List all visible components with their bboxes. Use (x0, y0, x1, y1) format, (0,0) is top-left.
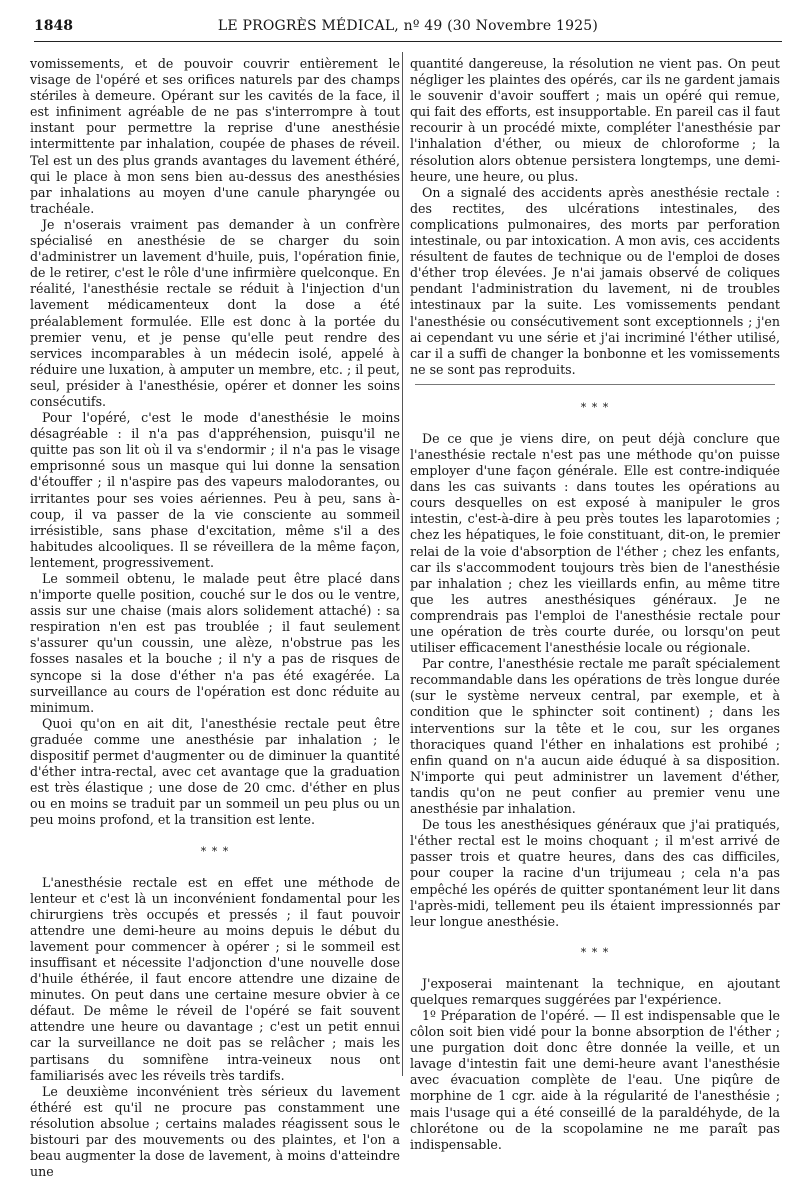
section-separator: * * * (580, 400, 610, 414)
paragraph: On a signalé des accidents après anesthésie rectale : des rectites, des ulcérations intestinales, des complications pulmonaires, des morts par perforation intestinale, ou par intoxication. A mon avis, ces accidents résultent de fautes de technique ou de l'emploi de doses d'éther trop élevées. Je n'ai jamais observé de coliques pendant l'administration du lavement, ni de troubles intestinaux par la suite. Les vomissements pendant l'anesthésie ou consécutivement sont exceptionnels ; j'en ai cependant vu une série et j'ai incriminé l'éther utilisé, car il a suffi de changer la bonbonne et les vomissements ne se sont pas reproduits. (410, 184, 780, 377)
paragraph: Le sommeil obtenu, le malade peut être placé dans n'importe quelle position, couché sur le dos ou le ventre, assis sur une chaise (mais alors solidement attaché) : sa respiration n'en est pas troublée ; il faut seulement s'assurer qu'un coussin, une alèze, n'obstrue pas les fosses nasales et la bouche ; il n'y a pas de risques de syncope si la dose d'éther n'a pas été exagérée. La surveillance au cours de l'opération est donc réduite au minimum. (30, 571, 400, 715)
paragraph: quantité dangereuse, la résolution ne vient pas. On peut négliger les plaintes des opérés, car ils ne gardent jamais le souvenir d'avoir souffert ; mais un opéré qui remue, qui fait des efforts, est insupportable. En pareil cas il faut recourir à un procédé mixte, compléter l'anesthésie par l'inhalation d'éther, ou mieux de chloroforme ; la résolution alors obtenue persistera longtemps, une demi-heure, une heure, ou plus. (410, 56, 780, 184)
paragraph: De tous les anesthésiques généraux que j'ai pratiqués, l'éther rectal est le moins choquant ; il m'est arrivé de passer trois et quatre heures, dans des cas difficiles, pour couper la racine d'un trijumeau ; cela n'a pas empêché les opérés de quitter spontanément leur lit dans l'après-midi, tellement peu ils étaient impressionnés par leur longue anesthésie. (410, 817, 780, 929)
paragraph: L'anesthésie rectale est en effet une méthode de lenteur et c'est là un inconvénient fondamental pour les chirurgiens très occupés et pressés ; il faut pouvoir attendre une demi-heure au moins depuis le début du lavement pour commencer à opérer ; si le sommeil est insuffisant et nécessite l'adjonction d'une nouvelle dose d'huile éthérée, il faut encore attendre une dizaine de minutes. On peut dans une certaine mesure obvier à ce défaut. De même le réveil de l'opéré se fait souvent attendre une heure ou davantage ; c'est un petit ennui car la surveillance ne doit pas se relâcher ; mais les partisans du somnifène intra-veineux nous ont familiarisés avec les réveils très tardifs. (30, 874, 400, 1083)
page-number: 1848 (34, 18, 73, 34)
paragraph: Je n'oserais vraiment pas demander à un confrère spécialisé en anesthésie de se charger du soin d'administrer un lavement d'huile, puis, l'opération finie, de le retirer, c'est le rôle d'une infirmière quelconque. En réalité, l'anesthésie rectale se réduit à l'injection d'un lavement médicamenteux dont la dose a été préalablement formulée. Elle est donc à la portée du premier venu, et je pense qu'elle peut rendre des services incomparables à un médecin isolé, appelé à réduire une luxation, à amputer un membre, etc. ; il peut, seul, présider à l'anesthésie, opérer et donner les soins consécutifs. (30, 216, 400, 409)
right-column (410, 56, 780, 1153)
column-separator (402, 52, 403, 1076)
section-separator: * * * (580, 945, 610, 959)
paragraph: Le deuxième inconvénient très sérieux du lavement éthéré est qu'il ne procure pas constamment une résolution absolue ; certains malades réagissent sous le bistouri par des mouvements ou des plaintes, et l'on a beau augmenter la dose de lavement, à moins d'atteindre une (30, 1083, 400, 1180)
header-rule (34, 41, 782, 42)
paragraph: 1º Préparation de l'opéré. — Il est indispensable que le côlon soit bien vidé pour la bonne absorption de l'éther ; une purgation doit donc être donnée la veille, et un lavage d'intestin fait une demi-heure avant l'anesthésie avec évacuation complète de l'eau. Une piqûre de morphine de 1 cgr. aide à la régularité de l'anesthésie ; mais l'usage qui a été conseillé de la paraldéhyde, de la chlorétone ou de la scopolamine ne me paraît pas indispensable. (410, 1007, 780, 1152)
running-header (34, 18, 782, 40)
paragraph: vomissements, et de pouvoir couvrir entièrement le visage de l'opéré et ses orifices naturels par des champs stériles à demeure. Opérant sur les cavités de la face, il est infiniment agréable de ne pas s'interrompre à tout instant pour permettre la reprise d'une anesthésie intermittente par inhalation, coupée de phases de réveil. Tel est un des plus grands avantages du lavement éthéré, qui le place à mon sens bien au-dessus des anesthésies par inhalations au moyen d'une canule pharyngée ou trachéale. (30, 56, 400, 216)
paragraph: Quoi qu'on en ait dit, l'anesthésie rectale peut être graduée comme une anesthésie par inhalation ; le dispositif permet d'augmenter ou de diminuer la quantité d'éther intra-rectal, avec cet avantage que la graduation est très élastique ; une dose de 20 cmc. d'éther en plus ou en moins se traduit par un sommeil un peu plus ou un peu moins profond, et la transition est lente. (30, 715, 400, 828)
left-column (30, 56, 400, 1180)
section-separator: * * * (200, 844, 230, 858)
paragraph: Pour l'opéré, c'est le mode d'anesthésie le moins désagréable : il n'a pas d'appréhension, puisqu'il ne quitte pas son lit où il va s'endormir ; il n'a pas le visage emprisonné sous un masque qui lui donne la sensation d'étouffer ; il n'aspire pas des vapeurs malodorantes, ou irritantes pour ses voies aériennes. Peu à peu, sans à-coup, il va passer de la vie consciente au sommeil irrésistible, sans phase d'excitation, même s'il a des habitudes alcooliques. Il se réveillera de la même façon, lentement, progressivement. (30, 410, 400, 570)
paragraph: Par contre, l'anesthésie rectale me paraît spécialement recommandable dans les opérations de très longue durée (sur le système nerveux central, par exemple, et à condition que le sphincter soit continent) ; dans les interventions sur la tête et le cou, sur les organes thoraciques quand l'éther en inhalations est prohibé ; enfin quand on n'a aucun aide éduqué à sa disposition. N'importe qui peut administrer un lavement d'éther, tandis qu'on ne peut confier au premier venu une anesthésie par inhalation. (410, 656, 780, 817)
paragraph: J'exposerai maintenant la technique, en ajoutant quelques remarques suggérées par l'expérience. (410, 975, 780, 1007)
paragraph: De ce que je viens dire, on peut déjà conclure que l'anesthésie rectale n'est pas une méthode qu'on puisse employer d'une façon générale. Elle est contre-indiquée dans les cas suivants : dans toutes les opérations au cours desquelles on est exposé à manipuler le gros intestin, c'est-à-dire à peu près toutes les laparotomies ; chez les hépatiques, le foie constituant, dit-on, le premier relai de la voie d'absorption de l'éther ; chez les enfants, car ils s'accommodent toujours très bien de l'anesthésie par inhalation ; chez les vieillards enfin, au même titre que les autres anesthésiques généraux. Je ne comprendrais pas l'emploi de l'anesthésie rectale pour une opération de très courte durée, ou lorsqu'on peut utiliser efficacement l'anesthésie locale ou régionale. (410, 430, 780, 656)
journal-title: LE PROGRÈS MÉDICAL, nº 49 (30 Novembre 1925) (217, 18, 599, 34)
